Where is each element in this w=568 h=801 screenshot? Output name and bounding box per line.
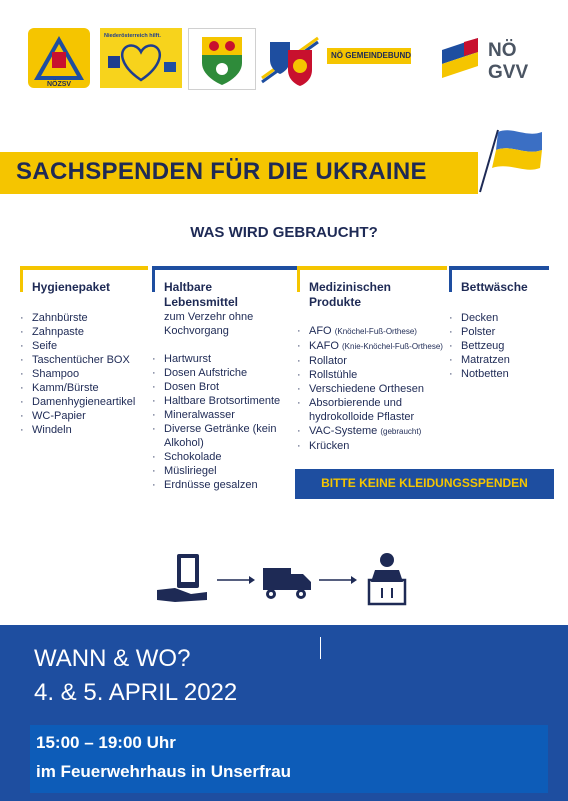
list-item: · Schokolade bbox=[164, 450, 297, 464]
event-location: im Feuerwehrhaus in Unserfrau bbox=[36, 762, 292, 781]
list-item: · Erdnüsse gesalzen bbox=[164, 478, 297, 492]
category-medizin bbox=[297, 266, 447, 453]
list-item: · Rollstühle bbox=[309, 368, 447, 382]
gvv-text-bottom: GVV bbox=[488, 62, 529, 83]
list-item: · Hartwurst bbox=[164, 352, 297, 366]
gemeindebund-text: NÖ GEMEINDEBUND bbox=[331, 51, 412, 60]
gvv-flag-icon bbox=[438, 28, 484, 88]
list-item: · Taschentücher BOX bbox=[32, 353, 148, 367]
item-list bbox=[20, 311, 148, 437]
list-item: · Dosen Aufstriche bbox=[164, 366, 297, 380]
list-item: · Mineralwasser bbox=[164, 408, 297, 422]
list-item: · Rollator bbox=[309, 354, 447, 368]
state-coat-of-arms-icon bbox=[260, 28, 320, 88]
arrow-right-icon bbox=[319, 576, 357, 584]
list-item: · Seife bbox=[32, 339, 148, 353]
list-item: · Absorbierende und hydrokolloide Pflaster bbox=[309, 396, 447, 424]
category-title: Medizinischen Produkte bbox=[309, 280, 392, 309]
list-item: · Zahnbürste bbox=[32, 311, 148, 325]
gemeinde-wappen bbox=[188, 28, 256, 90]
list-item: · Bettzeug bbox=[461, 339, 549, 353]
event-time: 15:00 – 19:00 Uhr bbox=[36, 733, 176, 752]
list-item: · Kamm/Bürste bbox=[32, 381, 148, 395]
no-clothes-notice bbox=[295, 469, 554, 499]
divider bbox=[320, 637, 321, 659]
list-item: · Zahnpaste bbox=[32, 325, 148, 339]
item-list bbox=[449, 311, 549, 381]
event-date: 4. & 5. APRIL 2022 bbox=[34, 679, 238, 706]
category-hygiene bbox=[20, 266, 148, 437]
noe-hilft-text: Niederösterreich hilft. bbox=[104, 33, 161, 39]
list-item: · Matratzen bbox=[461, 353, 549, 367]
person-receiving-box-icon bbox=[369, 553, 405, 604]
nozsv-text: NÖZSV bbox=[46, 81, 72, 88]
list-item: · Damenhygieneartikel bbox=[32, 395, 148, 409]
category-title: Bettwäsche bbox=[461, 280, 528, 294]
delivery-truck-icon bbox=[263, 568, 311, 599]
category-title: Hygienepaket bbox=[32, 280, 111, 294]
item-list bbox=[297, 324, 447, 453]
donate-hand-icon bbox=[157, 554, 207, 602]
category-note: zum Verzehr ohne Kochvorgang bbox=[164, 311, 254, 337]
list-item: · AFO (Knöchel-Fuß-Orthese) bbox=[309, 324, 447, 339]
gemeindebund-logo bbox=[325, 28, 417, 88]
list-item: · WC-Papier bbox=[32, 409, 148, 423]
gvv-text-top: NÖ bbox=[488, 40, 517, 61]
list-item: · Shampoo bbox=[32, 367, 148, 381]
category-title: Haltbare Lebensmittel bbox=[164, 280, 239, 309]
list-item: · KAFO (Knie-Knöchel-Fuß-Orthese) bbox=[309, 339, 447, 354]
list-item: · Polster bbox=[461, 325, 549, 339]
list-item: · Windeln bbox=[32, 423, 148, 437]
list-item: · Krücken bbox=[309, 439, 447, 453]
arrow-right-icon bbox=[217, 576, 255, 584]
headline: SACHSPENDEN FÜR DIE UKRAINE bbox=[16, 158, 427, 185]
list-item: · Diverse Getränke (kein Alkohol) bbox=[164, 422, 292, 450]
subheadline: WAS WIRD GEBRAUCHT? bbox=[190, 224, 378, 241]
list-item: · Dosen Brot bbox=[164, 380, 297, 394]
ukraine-flag-icon bbox=[476, 126, 548, 196]
heart-handshake-icon bbox=[100, 28, 182, 88]
list-item: · VAC-Systeme (gebraucht) bbox=[309, 424, 447, 439]
noe-hilft-logo bbox=[100, 28, 182, 88]
gvv-logo bbox=[438, 28, 538, 88]
nozsv-logo bbox=[28, 28, 90, 88]
category-lebensmittel bbox=[152, 266, 297, 492]
zivilschutz-icon bbox=[28, 28, 90, 88]
item-list bbox=[152, 352, 297, 492]
land-wappen bbox=[260, 28, 320, 88]
category-bettwaesche bbox=[449, 266, 549, 381]
list-item: · Notbetten bbox=[461, 367, 549, 381]
no-clothes-text: BITTE KEINE KLEIDUNGSSPENDEN bbox=[321, 476, 528, 490]
list-item: · Müsliriegel bbox=[164, 464, 297, 478]
coat-of-arms-icon bbox=[189, 29, 255, 89]
list-item: · Decken bbox=[461, 311, 549, 325]
event-heading: WANN & WO? bbox=[34, 645, 191, 672]
list-item: · Haltbare Brotsortimente bbox=[164, 394, 297, 408]
donation-process-graphic bbox=[155, 552, 415, 608]
list-item: · Verschiedene Orthesen bbox=[309, 382, 447, 396]
